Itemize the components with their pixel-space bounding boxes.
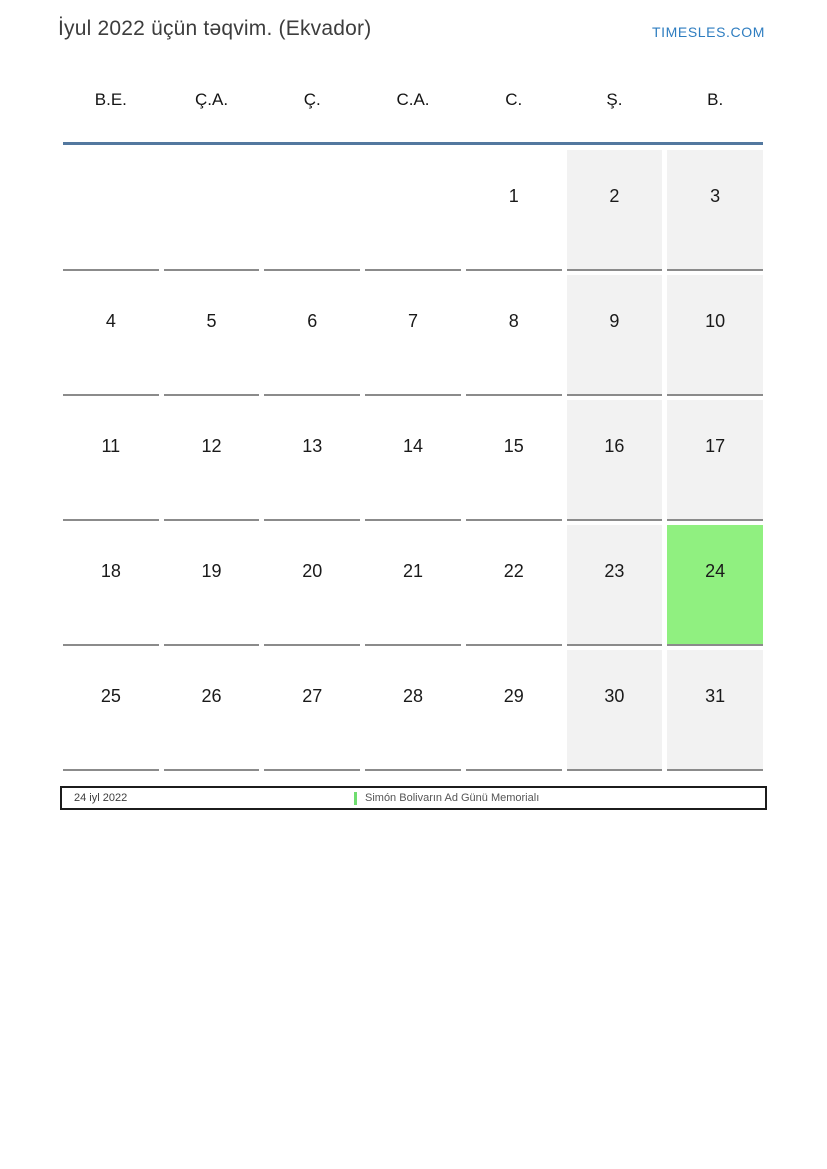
day-number: 4 bbox=[105, 311, 116, 331]
calendar-day-cell bbox=[365, 275, 461, 396]
calendar-day-cell bbox=[63, 275, 159, 396]
day-number: 1 bbox=[508, 186, 519, 206]
weekday-header: Ş. bbox=[606, 90, 623, 109]
day-number: 31 bbox=[705, 686, 726, 706]
weekday-header: B. bbox=[707, 90, 724, 109]
day-number: 3 bbox=[710, 186, 721, 206]
day-number: 17 bbox=[705, 436, 726, 456]
calendar-grid bbox=[63, 150, 763, 771]
weekday-header: Ç. bbox=[303, 90, 321, 109]
brand-link[interactable]: TIMESLES.COM bbox=[652, 24, 765, 40]
calendar-day-cell bbox=[567, 150, 663, 271]
calendar-day-cell bbox=[264, 525, 360, 646]
day-number: 30 bbox=[604, 686, 625, 706]
calendar-day-cell bbox=[365, 400, 461, 521]
header-rule bbox=[63, 142, 763, 145]
calendar-day-cell bbox=[365, 525, 461, 646]
calendar-day-cell bbox=[567, 400, 663, 521]
calendar-day-cell bbox=[466, 650, 562, 771]
page-title: İyul 2022 üçün təqvim. (Ekvador) bbox=[58, 17, 372, 40]
day-number: 6 bbox=[307, 311, 318, 331]
day-number: 9 bbox=[609, 311, 620, 331]
calendar-day-cell bbox=[667, 525, 763, 646]
calendar-day-cell bbox=[164, 400, 260, 521]
day-number: 20 bbox=[302, 561, 323, 581]
day-number: 7 bbox=[407, 311, 418, 331]
calendar-empty-cell bbox=[365, 150, 461, 271]
weekday-header: C. bbox=[505, 90, 523, 109]
calendar-day-cell bbox=[567, 650, 663, 771]
calendar-day-cell bbox=[63, 650, 159, 771]
day-number: 12 bbox=[201, 436, 222, 456]
weekday-header-row bbox=[63, 90, 763, 110]
day-number: 14 bbox=[402, 436, 423, 456]
calendar-day-cell bbox=[164, 650, 260, 771]
event-footer-bar bbox=[60, 786, 767, 810]
day-number: 2 bbox=[609, 186, 620, 206]
day-number: 28 bbox=[402, 686, 423, 706]
calendar-empty-cell bbox=[164, 150, 260, 271]
day-number: 27 bbox=[302, 686, 323, 706]
day-number: 10 bbox=[705, 311, 726, 331]
day-number: 19 bbox=[201, 561, 222, 581]
calendar-day-cell bbox=[667, 400, 763, 521]
calendar-day-cell bbox=[264, 400, 360, 521]
calendar-day-cell bbox=[466, 400, 562, 521]
calendar-day-cell bbox=[667, 150, 763, 271]
day-number: 13 bbox=[302, 436, 323, 456]
calendar-day-cell bbox=[667, 650, 763, 771]
calendar-day-cell bbox=[264, 650, 360, 771]
calendar-day-cell bbox=[264, 275, 360, 396]
event-marker-icon bbox=[354, 792, 357, 805]
day-number: 5 bbox=[206, 311, 217, 331]
event-label: Simón Bolivarın Ad Günü Memorialı bbox=[365, 792, 540, 804]
weekday-header: Ç.A. bbox=[195, 90, 229, 109]
day-number: 26 bbox=[201, 686, 222, 706]
calendar-day-cell bbox=[164, 525, 260, 646]
day-number: 29 bbox=[503, 686, 524, 706]
calendar-empty-cell bbox=[264, 150, 360, 271]
calendar-day-cell bbox=[63, 525, 159, 646]
day-number: 11 bbox=[101, 436, 121, 456]
calendar-day-cell bbox=[466, 525, 562, 646]
calendar-day-cell bbox=[63, 400, 159, 521]
calendar-day-cell bbox=[164, 275, 260, 396]
calendar-day-cell bbox=[567, 525, 663, 646]
weekday-header: B.E. bbox=[94, 90, 127, 109]
day-number: 8 bbox=[508, 311, 519, 331]
calendar-day-cell bbox=[365, 650, 461, 771]
day-number: 15 bbox=[503, 436, 524, 456]
calendar-day-cell bbox=[567, 275, 663, 396]
calendar-day-cell bbox=[667, 275, 763, 396]
day-number: 24 bbox=[705, 561, 726, 581]
day-number: 18 bbox=[100, 561, 121, 581]
footer-date: 24 iyl 2022 bbox=[74, 792, 128, 804]
day-number: 25 bbox=[100, 686, 121, 706]
footer-event bbox=[354, 788, 539, 808]
calendar-day-cell bbox=[466, 275, 562, 396]
calendar-empty-cell bbox=[63, 150, 159, 271]
day-number: 16 bbox=[604, 436, 625, 456]
calendar-day-cell bbox=[466, 150, 562, 271]
day-number: 23 bbox=[604, 561, 625, 581]
day-number: 21 bbox=[402, 561, 423, 581]
weekday-header: C.A. bbox=[396, 90, 430, 109]
day-number: 22 bbox=[503, 561, 524, 581]
